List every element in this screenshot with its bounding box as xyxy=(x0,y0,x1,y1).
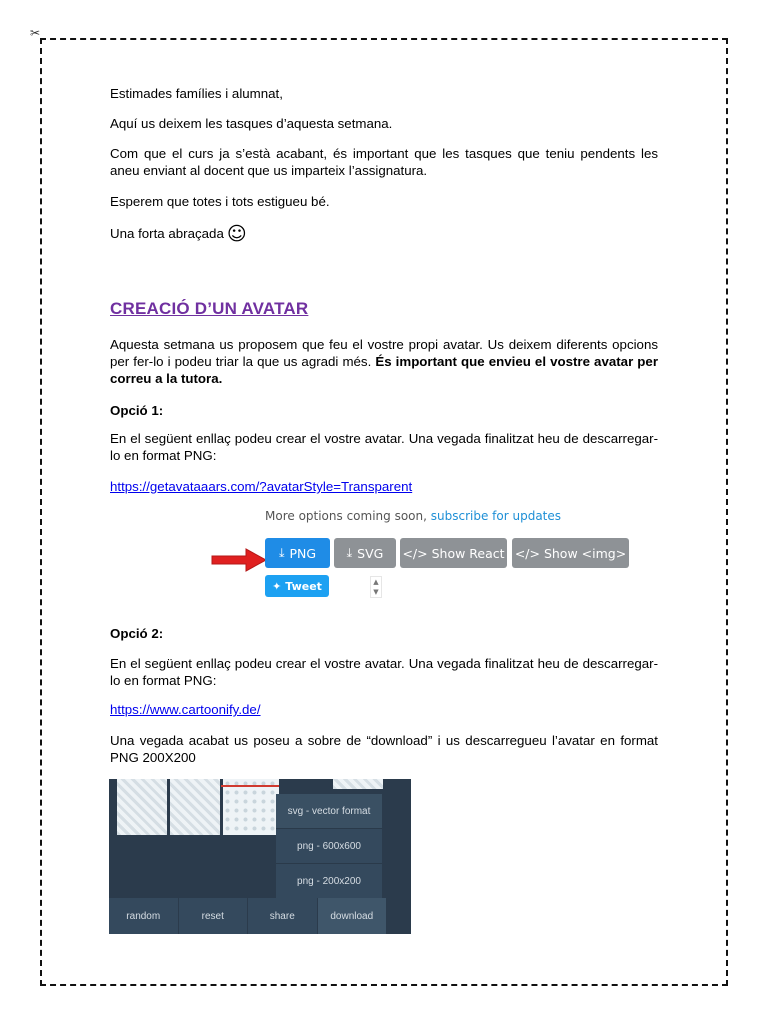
greeting: Estimades famílies i alumnat, xyxy=(110,86,283,101)
png-download-button[interactable] xyxy=(265,538,330,568)
option1-text: En el següent enllaç podeu crear el vostre avatar. Una vegada finalitzat heu de descarregar-lo en format PNG: xyxy=(110,431,658,463)
tweet-label: Tweet xyxy=(285,579,322,593)
option2-instructions: Una vegada acabat us poseu a sobre de “download” i us descarregueu l’avatar en format PNG 200X200 xyxy=(110,733,658,765)
option2-text: En el següent enllaç podeu crear el vostre avatar. Una vegada finalitzat heu de descarregar-lo en format PNG: xyxy=(110,656,658,688)
twitter-bird-icon: ✦ xyxy=(272,579,282,593)
avataaars-screenshot xyxy=(210,504,630,600)
preview-tile xyxy=(117,779,167,835)
preview-tile xyxy=(333,779,383,789)
red-arrow-icon xyxy=(210,547,268,573)
section-intro-text: Aquesta setmana us proposem que feu el vostre propi avatar. Us deixem diferents opcions per fer-lo i podeu triar la que us agradi més. xyxy=(110,337,658,369)
bottom-toolbar xyxy=(109,898,387,934)
svg-download-button[interactable] xyxy=(334,538,396,568)
show-img-button[interactable]: </> Show <img> xyxy=(512,538,629,568)
download-icon: ⤓ xyxy=(278,545,285,560)
cartoonify-screenshot xyxy=(109,779,411,934)
png-button-label: PNG xyxy=(289,545,317,561)
preview-tile xyxy=(170,779,220,835)
download-icon: ⤓ xyxy=(346,545,353,560)
reset-button[interactable]: reset xyxy=(179,898,249,934)
more-options-label: More options coming soon, xyxy=(265,509,427,523)
section-intro-bold: És important que envieu el vostre avatar per correu a la tutora. xyxy=(110,354,658,386)
subscribe-link[interactable]: subscribe for updates xyxy=(430,509,562,523)
more-options-text xyxy=(265,509,561,523)
download-button[interactable]: download xyxy=(318,898,388,934)
option1-label: Opció 1: xyxy=(110,403,164,418)
reminder-paragraph: Com que el curs ja s’està acabant, és important que les tasques que teniu pendents les aneu enviant al docent que us imparteix l’assignatura. xyxy=(110,146,658,178)
random-button[interactable]: random xyxy=(109,898,179,934)
getavataaars-link[interactable]: https://getavataaars.com/?avatarStyle=Transparent xyxy=(110,479,413,494)
intro-line: Aquí us deixem les tasques d’aquesta setmana. xyxy=(110,116,393,131)
closing-line xyxy=(110,225,658,243)
scissors-icon: ✂ xyxy=(30,26,41,40)
menu-png-200[interactable]: png - 200x200 xyxy=(276,864,382,899)
selection-indicator xyxy=(221,785,279,787)
smiley-icon: ☺ xyxy=(226,223,247,245)
section-title: CREACIÓ D’UN AVATAR xyxy=(110,299,309,318)
share-button[interactable]: share xyxy=(248,898,318,934)
wishes-line: Esperem que totes i tots estigueu bé. xyxy=(110,194,330,209)
menu-svg-vector[interactable]: svg - vector format xyxy=(276,794,382,829)
cartoonify-link[interactable]: https://www.cartoonify.de/ xyxy=(110,702,261,717)
closing-text: Una forta abraçada xyxy=(110,226,224,241)
preview-tile xyxy=(223,779,279,835)
option2-label: Opció 2: xyxy=(110,626,164,641)
section-intro xyxy=(110,336,658,387)
svg-button-label: SVG xyxy=(357,545,384,561)
show-react-button[interactable]: </> Show React xyxy=(400,538,507,568)
menu-png-600[interactable]: png - 600x600 xyxy=(276,829,382,864)
scroll-stepper[interactable]: ▲ ▼ xyxy=(370,576,382,598)
option1-link-line xyxy=(110,478,658,495)
option2-link-line xyxy=(110,701,658,718)
tweet-button[interactable] xyxy=(265,575,329,597)
